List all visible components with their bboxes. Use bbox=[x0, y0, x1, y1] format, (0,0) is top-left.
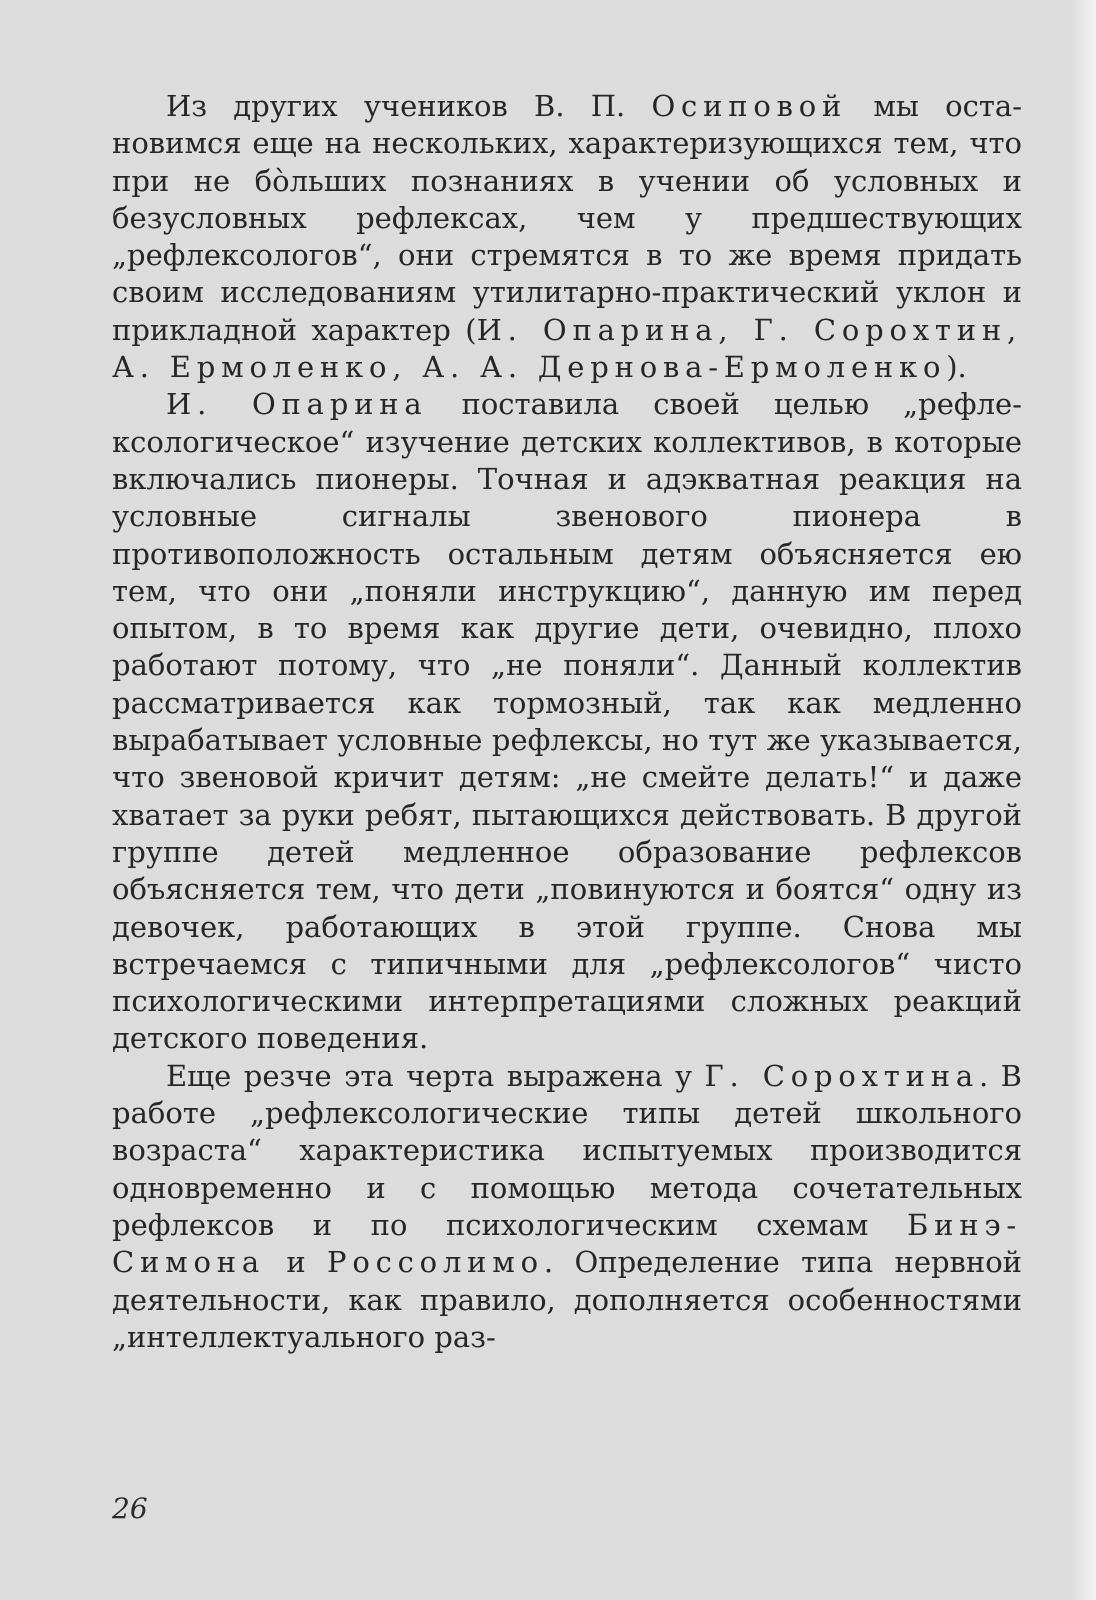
spaced-author-names: И. Опарина, Г. Сорохтин, А. Ермоленко, А. А. Дернова-Ермоленко bbox=[112, 312, 1022, 385]
text-segment: ). bbox=[946, 350, 967, 385]
paragraph-2 bbox=[112, 386, 1022, 1057]
body-text bbox=[112, 88, 1022, 1356]
spaced-author-name: Г. Сорохтина bbox=[704, 1058, 979, 1093]
text-segment: . В работе „рефлексологические типы детей школьного возраста“ характеристика испытуемых производится одновременно и с помощью метода сочетательных рефлексов и по психологическим схемам bbox=[112, 1058, 1022, 1242]
paragraph-1 bbox=[112, 88, 1022, 386]
spaced-author-name: Бинэ-Симона bbox=[112, 1207, 1022, 1280]
text-segment: . Определение типа нервной деятельности, как правило, дополняется особенностями „интеллектуального раз- bbox=[112, 1245, 1022, 1354]
spaced-author-name: И. Опарина bbox=[166, 387, 428, 422]
text-segment: Из других учеников В. П. bbox=[166, 89, 652, 123]
page-number: 26 bbox=[112, 1492, 148, 1525]
text-segment: поставила своей целью „рефлексологическое“ изучение детских коллективов, в которые включались пионеры. Точная и адэкватная реакция на условные сигналы звенового пионера в противоположность остальным детям объясняется ею тем, что они „поняли инструкцию“, данную им перед опытом, в то время как другие дети, очевидно, плохо работают потому, что „не поняли“. Данный коллектив рассматривается как тормозный, так как медленно вырабатывает условные рефлексы, но тут же указывается, что звеновой кричит детям: „не смейте делать!“ и даже хватает за руки ребят, пытающихся действовать. В другой группе детей медленное образование рефлексов объясняется тем, что дети „повинуются и боятся“ одну из девочек, работающих в этой группе. Снова мы встречаемся с типичными для „рефлексологов“ чисто психологическими интерпретациями сложных реакций детского поведения. bbox=[112, 387, 1022, 1056]
spaced-author-name: Россолимо bbox=[327, 1245, 544, 1280]
paragraph-3 bbox=[112, 1058, 1022, 1356]
text-segment: и bbox=[264, 1245, 328, 1280]
text-segment: Еще резче эта черта выражена у bbox=[166, 1058, 705, 1093]
text-segment: мы остановимся еще на нескольких, характеризующихся тем, что при не бо̀льших познаниях в учении об условных и безусловных рефлексах, чем у предшествующих „рефлексологов“, они стремятся в то же время придать своим исследованиям утилитарно-практический уклон и прикладной характер ( bbox=[112, 89, 1023, 347]
spaced-author-name: Осиповой bbox=[651, 89, 848, 123]
